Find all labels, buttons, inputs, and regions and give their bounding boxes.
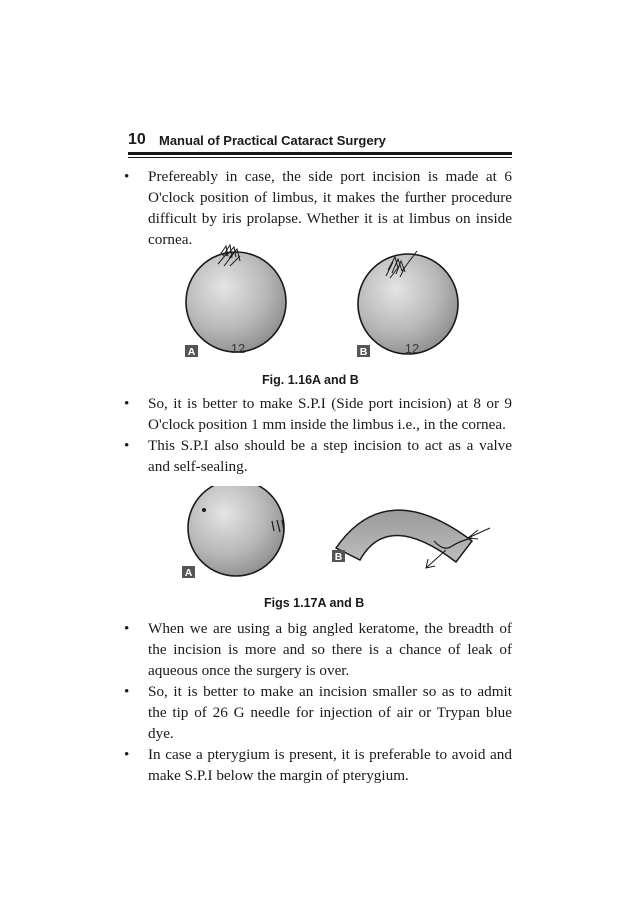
panel-label-a: A xyxy=(184,567,193,579)
bullet-glyph: • xyxy=(124,437,130,454)
bullet-item xyxy=(120,618,512,681)
bullet-text: Prefereably in case, the side port incision is made at 6 O'clock position of limbus, it makes the further procedure difficult by iris prolapse. Whether it is at limbus on inside cornea. xyxy=(148,168,512,248)
figure-1-17-caption: Figs 1.17A and B xyxy=(264,596,365,610)
eye-sphere xyxy=(188,486,284,576)
bullet-item xyxy=(120,681,512,744)
panel-label-a: A xyxy=(187,346,196,358)
bullet-text: So, it is better to make S.P.I (Side port incision) at 8 or 9 O'clock position 1 mm inside the limbus i.e., in the cornea. xyxy=(148,395,512,433)
corneal-section xyxy=(336,510,472,562)
bullet-item xyxy=(120,393,512,435)
bullet-item xyxy=(120,744,512,786)
eye-sphere xyxy=(358,254,458,354)
header-rule-thick xyxy=(128,152,512,155)
bullet-list-top xyxy=(120,166,512,250)
running-title: Manual of Practical Cataract Surgery xyxy=(159,133,386,148)
entry-arrow xyxy=(426,550,446,568)
eye-sphere xyxy=(186,252,286,352)
page-number: 10 xyxy=(128,131,146,148)
side-port-dot xyxy=(202,508,206,512)
clock-number-12: 12 xyxy=(230,341,246,356)
figure-1-17-panel-b xyxy=(332,510,490,568)
needle-arrow xyxy=(468,528,490,539)
bullet-text: In case a pterygium is present, it is preferable to avoid and make S.P.I below the margin of pterygium. xyxy=(148,746,512,784)
bullet-glyph: • xyxy=(124,620,130,637)
bullet-glyph: • xyxy=(124,683,130,700)
bullet-list-bottom xyxy=(120,618,512,786)
clock-number-12: 12 xyxy=(404,341,420,356)
panel-label-b: B xyxy=(359,346,368,358)
figure-1-17 xyxy=(176,486,496,586)
figure-1-17-panel-a xyxy=(182,486,284,579)
figure-1-16 xyxy=(170,244,470,364)
figure-1-16-panel-a xyxy=(185,245,286,358)
bullet-glyph: • xyxy=(124,168,130,185)
bullet-item xyxy=(120,166,512,250)
bullet-glyph: • xyxy=(124,395,130,412)
bullet-glyph: • xyxy=(124,746,130,763)
bullet-text: When we are using a big angled keratome, the breadth of the incision is more and so there is a chance of leak of aqueous once the surgery is over. xyxy=(148,620,512,679)
bullet-item xyxy=(120,435,512,477)
panel-label-b: B xyxy=(334,551,343,563)
bullet-text: So, it is better to make an incision smaller so as to admit the tip of 26 G needle for injection of air or Trypan blue dye. xyxy=(148,683,512,742)
bullet-list-middle xyxy=(120,393,512,477)
header-rule-thin xyxy=(128,157,512,158)
bullet-text: This S.P.I also should be a step incision to act as a valve and self-sealing. xyxy=(148,437,512,475)
figure-1-16-caption: Fig. 1.16A and B xyxy=(262,373,359,387)
figure-1-16-panel-b xyxy=(357,251,458,358)
